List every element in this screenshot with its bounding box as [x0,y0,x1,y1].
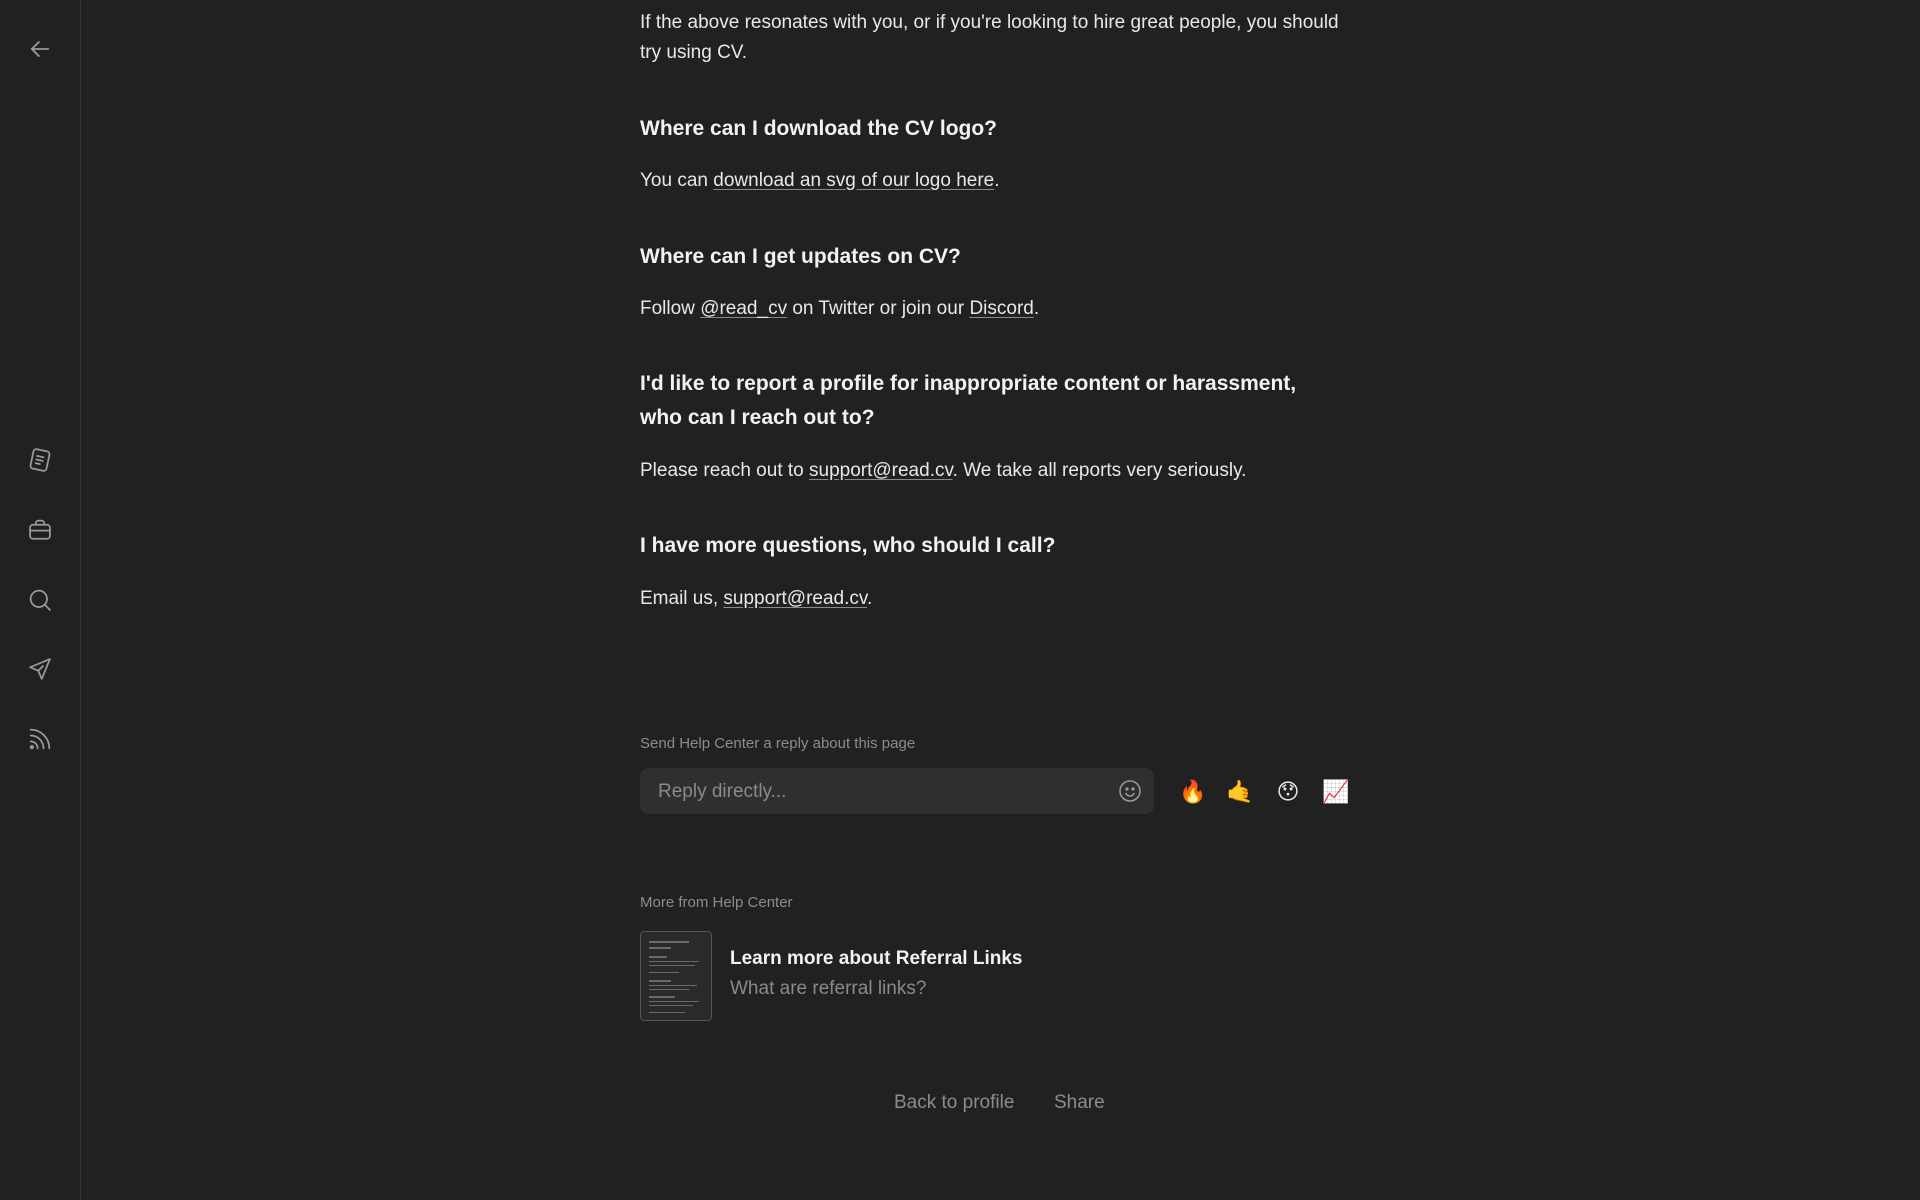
sidebar-item-search[interactable] [20,580,60,620]
faq-question-more: I have more questions, who should I call? [640,534,1056,557]
answer-text: . We take all reports very seriously. [952,460,1247,481]
smiley-face-icon[interactable] [1118,779,1142,803]
back-to-profile-link[interactable]: Back to profile [894,1092,1015,1113]
document-thumbnail-icon [640,931,712,1021]
answer-text: . [866,588,873,609]
document-icon [26,446,54,474]
sidebar-item-profile[interactable] [20,440,60,480]
faq-answer-more [640,584,1340,614]
faq-question-updates: Where can I get updates on CV? [640,245,961,268]
reaction-chart[interactable]: 📈 [1322,779,1350,804]
discord-link[interactable]: Discord [969,298,1034,319]
answer-text: . [1033,298,1040,319]
search-icon [26,586,54,614]
reaction-call-me[interactable]: 🤙 [1226,779,1254,804]
answer-text: Follow [640,298,701,319]
briefcase-icon [26,516,54,544]
answer-text: . [994,170,1000,191]
reaction-surprised[interactable]: 😯 [1276,779,1300,804]
faq-answer-updates [640,294,1340,324]
reply-input[interactable] [656,768,1100,816]
related-article-card[interactable] [640,930,1160,1022]
sidebar [0,0,81,1200]
related-article-title: Learn more about Referral Links [730,948,1023,969]
sidebar-item-jobs[interactable] [20,510,60,550]
reaction-fire[interactable]: 🔥 [1179,779,1207,804]
answer-text: on Twitter or join our [787,298,970,319]
faq-question-report: I'd like to report a profile for inappropriate content or harassment, who can I reach out to? [640,372,1297,429]
sidebar-item-feed[interactable] [20,719,60,759]
reply-section-label: Send Help Center a reply about this page [640,735,916,752]
arrow-left-icon [26,35,54,63]
back-button[interactable] [20,29,60,69]
intro-paragraph: If the above resonates with you, or if you're looking to hire great people, you should try using CV. [640,12,1339,63]
answer-text: Email us, [640,588,724,609]
related-article-subtitle: What are referral links? [730,978,927,999]
faq-answer-report [640,456,1340,486]
support-email-link[interactable]: support@read.cv [809,460,953,481]
download-logo-link[interactable]: download an svg of our logo here [713,170,995,191]
send-icon [26,655,54,683]
reply-box [640,768,1154,814]
share-link[interactable]: Share [1054,1092,1105,1113]
feed-icon [26,725,54,753]
sidebar-item-messages[interactable] [20,649,60,689]
more-section-label: More from Help Center [640,894,793,911]
faq-answer-logo [640,166,1340,196]
faq-question-logo: Where can I download the CV logo? [640,117,998,140]
answer-text: Please reach out to [640,460,809,481]
support-email-link[interactable]: support@read.cv [723,588,867,609]
twitter-link[interactable]: @read_cv [700,298,788,319]
answer-text: You can [640,170,714,191]
